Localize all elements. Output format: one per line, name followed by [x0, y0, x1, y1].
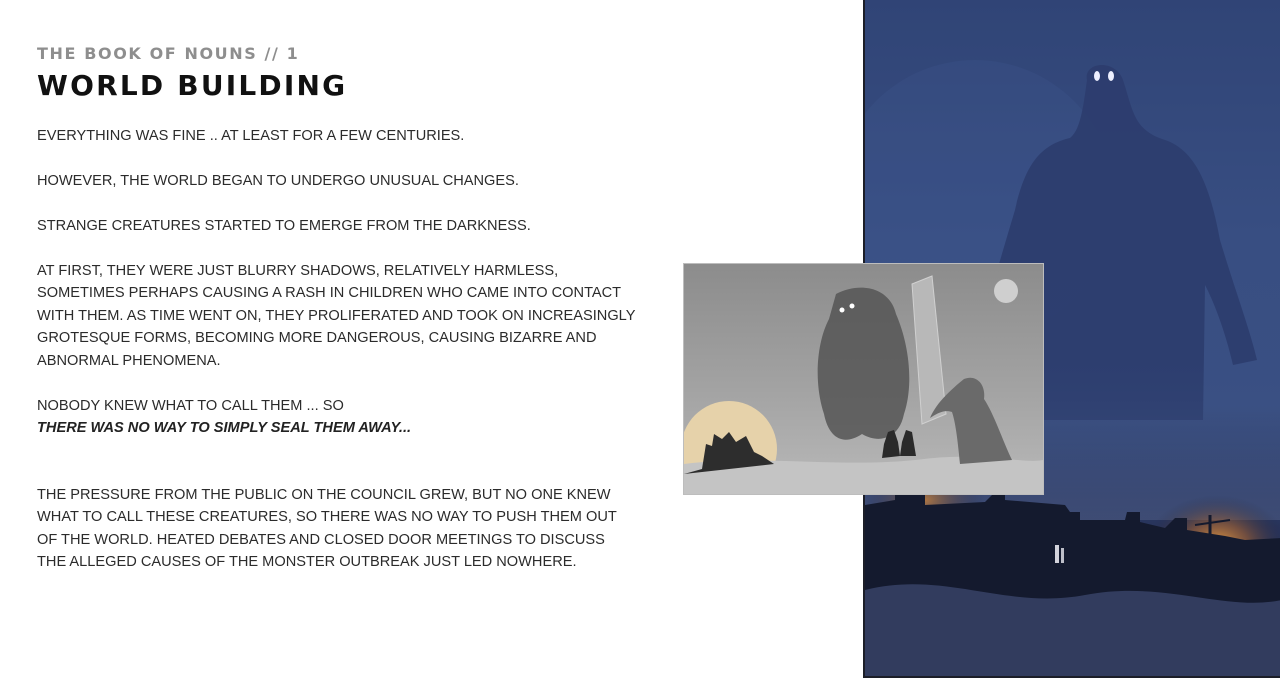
series-kicker: THE BOOK OF NOUNS // 1 [37, 44, 300, 63]
sketch-illustration [683, 263, 1044, 495]
story-paragraph-3: STRANGE CREATURES STARTED TO EMERGE FROM THE DARKNESS. [37, 218, 531, 234]
story-paragraph-6: THE PRESSURE FROM THE PUBLIC ON THE COUNCIL GREW, BUT NO ONE KNEW WHAT TO CALL THESE CREATURES, SO THERE WAS NO WAY TO PUSH THEM OUT OF THE WORLD. HEATED DEBATES AND CLOSED DOOR MEETINGS TO DISCUSS THE ALLEGED CAUSES OF THE MONSTER OUTBREAK JUST LED NOWHERE. [37, 487, 617, 571]
story-paragraph-2: HOWEVER, THE WORLD BEGAN TO UNDERGO UNUSUAL CHANGES. [37, 173, 519, 189]
story-paragraph-5: NOBODY KNEW WHAT TO CALL THEM ... SO [37, 398, 344, 414]
story-emphasis: THERE WAS NO WAY TO SIMPLY SEAL THEM AWAY... [37, 420, 412, 436]
story-paragraph-4: AT FIRST, THEY WERE JUST BLURRY SHADOWS, RELATIVELY HARMLESS, SOMETIMES PERHAPS CAUSING A RASH IN CHILDREN WHO CAME INTO CONTACT WITH THEM. AS TIME WENT ON, THEY PROLIFERATED AND TOOK ON INCREASINGLY GROTESQUE FORMS, BECOMING MORE DANGEROUS, CAUSING BIZARRE AND ABNORMAL PHENOMENA. [37, 263, 636, 369]
page-title: WORLD BUILDING [37, 69, 348, 102]
monster-sketch-illustration [684, 264, 1043, 494]
story-paragraph-1: EVERYTHING WAS FINE .. AT LEAST FOR A FEW CENTURIES. [37, 128, 465, 144]
